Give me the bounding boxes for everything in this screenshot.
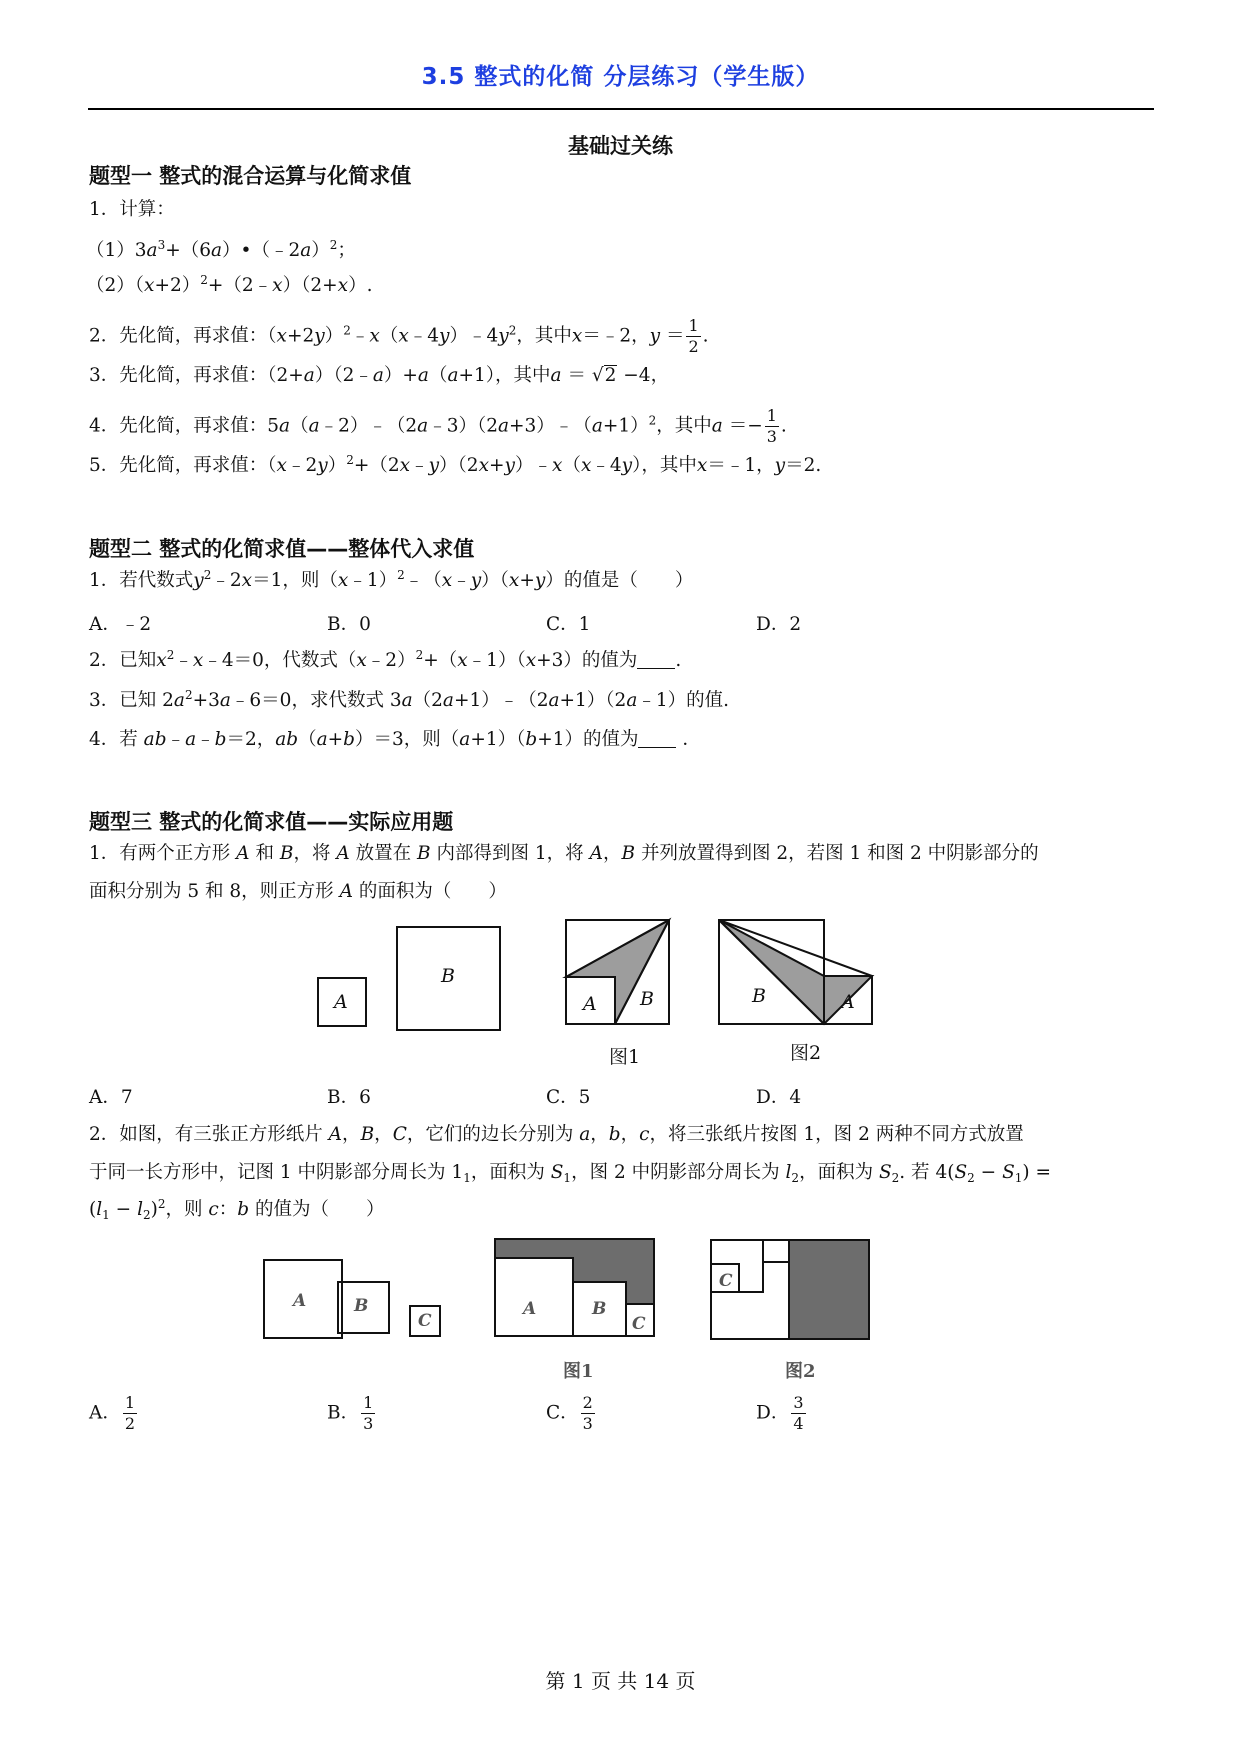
p3-q1-option-c[interactable]: C．5	[546, 1087, 591, 1108]
label-a: A	[334, 991, 348, 1013]
answer-blank[interactable]	[638, 729, 676, 748]
title-divider	[88, 108, 1154, 110]
p2-q2: 2．已知$x^2﹣x﹣4=0$，代数式（x﹣2）$^2$+（x﹣1）（x+3）的值为 .	[89, 648, 682, 671]
p1-q1-1: $(1)3a^3+(6a)•(﹣2a)^2$；	[86, 238, 356, 261]
fig1-paper-a	[495, 1258, 573, 1336]
p2-q3: 3．已知 $2a^2+3a﹣6=0$，求代数式 3a（2a+1）﹣（2a+1）（2a﹣1）的值.	[89, 688, 730, 711]
part2-heading: 题型二 整式的化简求值——整体代入求值	[89, 537, 475, 561]
fig1-label-a: A	[583, 993, 597, 1015]
part3-heading: 题型三 整式的化简求值——实际应用题	[89, 810, 454, 834]
answer-blank[interactable]	[637, 650, 675, 669]
fig1-label-b: B	[592, 1299, 607, 1319]
p2-q4: 4．若 ab﹣a﹣b＝2，ab（a+b）＝3，则（a+1）（b+1）的值为 ．	[89, 729, 701, 750]
p3-q2-option-c[interactable]: C． $\frac{2}{3}$	[546, 1393, 593, 1433]
p3-q1-option-a[interactable]: A．7	[89, 1087, 133, 1108]
fig2-shaded-region	[789, 1240, 869, 1339]
paper-label-c: C	[418, 1311, 432, 1331]
p1-q1-intro: 1．计算：	[89, 199, 175, 220]
part1-heading: 题型一 整式的混合运算与化简求值	[89, 164, 412, 188]
p3-q1-line1: 1．有两个正方形 A 和 B，将 A 放置在 B 内部得到图 1，将 A，B 并列放置得到图 2，若图 1 和图 2 中阴影部分的	[89, 843, 1039, 864]
fig2-label-a: A	[841, 991, 855, 1013]
p2-q1-option-c[interactable]: C．1	[546, 614, 591, 635]
fig1-caption: 图1	[563, 1361, 594, 1382]
paper-label-a: A	[293, 1291, 307, 1311]
p3-q2-line2: 于同一长方形中，记图 1 中阴影部分周长为 $1_1$，面积为 $S_1$，图 2 中阴影部分周长为 $l_2$，面积为 $S_2$. 若 $4(S_2 - S_1)$ =	[89, 1162, 1051, 1185]
document-title: 3.5 整式的化简 分层练习（学生版）	[421, 64, 820, 90]
p2-q1: 1．若代数式$y^2﹣2x=1$，则（x﹣1）$^2$﹣（x﹣y）（x+y）的值是（ ）	[89, 568, 694, 591]
p3-q1-option-b[interactable]: B．6	[327, 1087, 371, 1108]
p2-q1-option-a[interactable]: A．﹣2	[89, 614, 152, 635]
p3-q2-option-d[interactable]: D． $\frac{3}{4}$	[756, 1393, 804, 1433]
fig1-label-b: B	[640, 988, 654, 1010]
p3-q2-option-b[interactable]: B． $\frac{1}{3}$	[327, 1393, 374, 1433]
fig2-label-c: C	[719, 1271, 733, 1291]
p3-q2-option-a[interactable]: A． $\frac{1}{2}$	[89, 1393, 136, 1433]
p1-q2: 2．先化简，再求值：$(x+2y)^2﹣x(x﹣4y)﹣4y^2$，其中x＝﹣2，y ＝ $\frac{1}{2}$ .	[89, 316, 709, 356]
p2-q1-option-b[interactable]: B．0	[327, 614, 371, 635]
p1-q1-2: $(2)(x+2)^2+(2﹣x)(2+x)$.	[86, 273, 373, 296]
section-title: 基础过关练	[568, 134, 673, 158]
fig1-label-c: C	[632, 1314, 646, 1334]
p3-q1-line2: 面积分别为 5 和 8，则正方形 A 的面积为（ ）	[89, 881, 507, 902]
fig1-caption: 图1	[609, 1046, 641, 1068]
fig2-caption: 图2	[785, 1361, 816, 1382]
fig2-caption: 图2	[790, 1042, 822, 1064]
squares-figure	[310, 915, 930, 1085]
paper-squares-figure	[256, 1234, 976, 1404]
label-b: B	[441, 965, 455, 987]
p3-q2-line1: 2．如图，有三张正方形纸片 A，B，C，它们的边长分别为 a，b，c，将三张纸片按图 1，图 2 两种不同方式放置	[89, 1124, 1024, 1145]
fig1-label-a: A	[523, 1299, 537, 1319]
fig2-label-b: B	[752, 985, 766, 1007]
p3-q2-line3: $(l_1 - l_2)^2$，则 c：b 的值为（ ）	[89, 1197, 385, 1222]
p1-q5: 5．先化简，再求值：（x﹣2y）$^2$+（2x﹣y）（2x+y）﹣x（x﹣4y），其中x＝﹣1，y＝2.	[89, 453, 822, 476]
paper-label-b: B	[354, 1296, 369, 1316]
p3-q1-option-d[interactable]: D．4	[756, 1087, 802, 1108]
page-footer: 第 1 页 共 14 页	[545, 1669, 696, 1693]
p1-q4: 4．先化简，再求值：$5a(a﹣2)﹣(2a﹣3)(2a+3)﹣(a+1)^2$，其中a ＝− $\frac{1}{3}$ .	[89, 406, 787, 446]
p2-q1-option-d[interactable]: D．2	[756, 614, 802, 635]
p1-q3: 3．先化简，再求值：（2+a）（2﹣a）+a（a+1），其中a ＝ √2 −4，	[89, 365, 670, 386]
